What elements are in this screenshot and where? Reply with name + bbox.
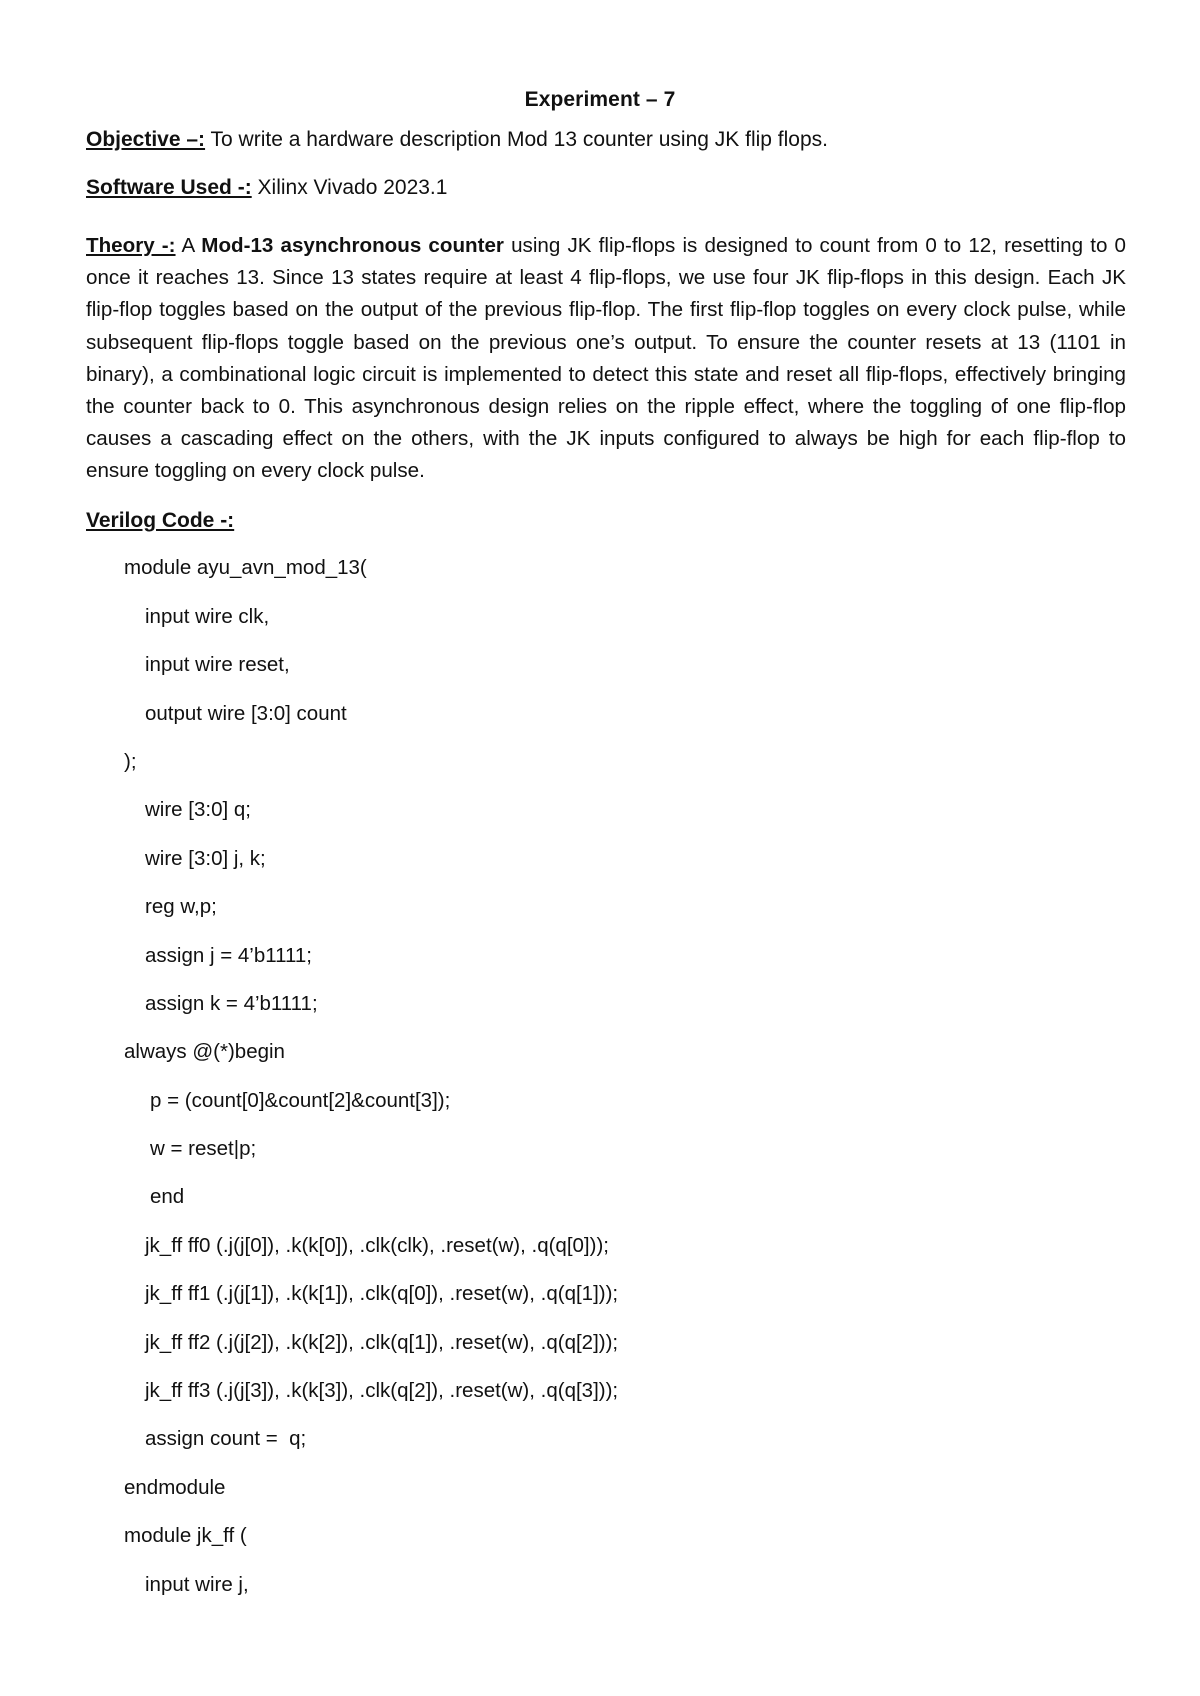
code-line: endmodule [124,1476,226,1499]
code-line: output wire [3:0] count [145,702,347,725]
software-line [86,172,1126,204]
theory-paragraph [86,230,1126,488]
theory-text-body: using JK flip-flops is designed to count from 0 to 12, resetting to 0 once it reaches 13. Since 13 states require at least 4 flip-flops, we use four JK flip-flops in this design. Each JK flip-flop toggles based on the output of the previous flip-flop. The first flip-flop toggles on every clock pulse, while subsequent flip-flops toggle based on the previous one’s output. To ensure the counter resets at 13 (1101 in binary), a combinational logic circuit is implemented to detect this state and reset all flip-flops, effectively bringing the counter back to 0. This asynchronous design relies on the ripple effect, where the toggling of one flip-flop causes a cascading effect on the others, with the JK inputs configured to always be high for each flip-flop to ensure toggling on every clock pulse. [86,234,1127,483]
software-label: Software Used -: [86,176,252,199]
theory-label: Theory -: [86,234,176,257]
code-line: assign k = 4’b1111; [145,992,318,1015]
page-title: Experiment – 7 [524,88,676,111]
objective-label: Objective –: [86,128,206,151]
code-line: assign count = q; [145,1427,307,1450]
objective-text: To write a hardware description Mod 13 counter using JK flip flops. [205,128,828,151]
code-line: wire [3:0] q; [145,798,251,821]
code-heading-line [86,505,1126,537]
code-line: reg w,p; [145,895,217,918]
code-line: jk_ff ff2 (.j(j[2]), .k(k[2]), .clk(q[1]), .reset(w), .q(q[2])); [145,1331,619,1354]
code-line: end [150,1185,185,1208]
code-line: wire [3:0] j, k; [145,847,266,870]
code-line: module ayu_avn_mod_13( [124,556,367,579]
code-line: p = (count[0]&count[2]&count[3]); [150,1089,451,1112]
theory-bold-term: Mod-13 asynchronous counter [201,234,504,257]
code-line: input wire j, [145,1573,249,1596]
code-line: jk_ff ff0 (.j(j[0]), .k(k[0]), .clk(clk), .reset(w), .q(q[0])); [145,1234,609,1257]
code-line: ); [124,750,137,773]
code-line: w = reset|p; [150,1137,257,1160]
software-text: Xilinx Vivado 2023.1 [251,176,448,199]
theory-text-lead: A [175,234,202,257]
code-line: always @(*)begin [124,1040,285,1063]
code-line: assign j = 4’b1111; [145,944,312,967]
code-heading: Verilog Code -: [86,509,235,532]
code-line: module jk_ff ( [124,1524,247,1547]
objective-line [86,124,1126,156]
code-line: jk_ff ff1 (.j(j[1]), .k(k[1]), .clk(q[0]), .reset(w), .q(q[1])); [145,1282,619,1305]
code-line: input wire reset, [145,653,290,676]
code-line: jk_ff ff3 (.j(j[3]), .k(k[3]), .clk(q[2]), .reset(w), .q(q[3])); [145,1379,619,1402]
code-line: input wire clk, [145,605,270,628]
